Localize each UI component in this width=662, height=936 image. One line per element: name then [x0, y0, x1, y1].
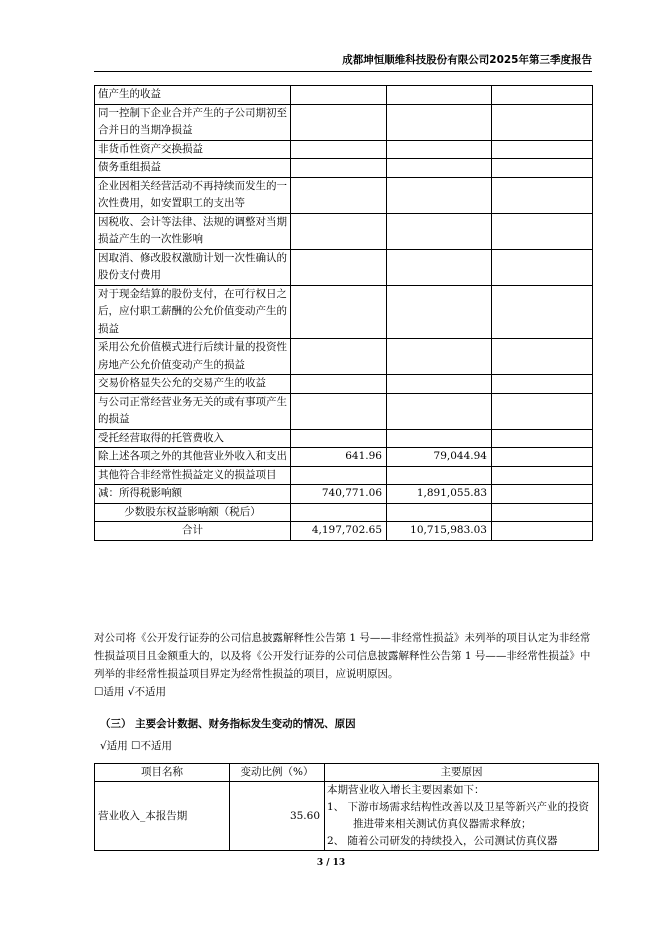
value-cell-3	[492, 140, 593, 159]
value-cell-3	[492, 429, 593, 448]
value-cell-3	[492, 104, 593, 140]
value-cell-1	[291, 86, 387, 105]
section-applicability-options: √适用 ☐不适用	[100, 740, 172, 752]
value-cell-3	[492, 159, 593, 178]
value-cell-3	[492, 339, 593, 375]
header-change-ratio: 变动比例（%）	[230, 764, 325, 782]
table-row	[95, 448, 593, 467]
table-row	[95, 503, 593, 522]
value-cell-1	[291, 285, 387, 339]
value-cell-1	[291, 393, 387, 429]
table-row	[95, 466, 593, 485]
row-label-cell: 少数股东权益影响额（税后）	[95, 503, 291, 522]
value-cell-1	[291, 375, 387, 394]
value-cell-2	[387, 503, 492, 522]
table-row	[95, 140, 593, 159]
value-cell-3	[492, 86, 593, 105]
value-cell-3	[492, 375, 593, 394]
page-number: 3 / 13	[316, 858, 346, 868]
table-row	[95, 213, 593, 249]
row-label-cell: 交易价格显失公允的交易产生的收益	[95, 375, 291, 394]
header-main-reason: 主要原因	[325, 764, 599, 782]
table-row	[95, 249, 593, 285]
row-label-cell: 债务重组损益	[95, 159, 291, 178]
row-label-cell: 除上述各项之外的其他营业外收入和支出	[95, 448, 291, 467]
value-cell-3	[492, 177, 593, 213]
value-cell-1	[291, 213, 387, 249]
value-cell-2	[387, 159, 492, 178]
value-cell-1	[291, 249, 387, 285]
value-cell-3	[492, 249, 593, 285]
table-row	[95, 375, 593, 394]
row-label-cell: 值产生的收益	[95, 86, 291, 105]
table-row	[95, 285, 593, 339]
reason-intro: 本期营业收入增长主要因素如下：	[327, 784, 485, 796]
value-cell-2	[387, 285, 492, 339]
value-cell-2	[387, 104, 492, 140]
value-cell-2	[387, 249, 492, 285]
value-cell-2	[387, 213, 492, 249]
table-row	[95, 522, 593, 541]
value-cell-1	[291, 159, 387, 178]
value-cell-1	[291, 503, 387, 522]
header-item-name: 项目名称	[95, 764, 230, 782]
table-row	[95, 104, 593, 140]
item-name-cell: 营业收入_本报告期	[95, 782, 230, 851]
table-row	[95, 86, 593, 105]
value-cell-1: 4,197,702.65	[291, 522, 387, 541]
table-header-row	[95, 764, 599, 782]
value-cell-2	[387, 86, 492, 105]
value-cell-1: 740,771.06	[291, 485, 387, 504]
row-label-cell: 企业因相关经营活动不再持续而发生的一次性费用，如安置职工的支出等	[95, 177, 291, 213]
value-cell-2	[387, 375, 492, 394]
value-cell-3	[492, 448, 593, 467]
explanation-paragraph	[94, 629, 598, 701]
row-label-cell: 其他符合非经常性损益定义的损益项目	[95, 466, 291, 485]
reason-cell	[325, 782, 599, 851]
reason-item-2: 2、 随着公司研发的持续投入，公司测试仿真仪器	[327, 835, 558, 847]
table-row	[95, 782, 599, 851]
row-label-cell: 因取消、修改股权激励计划一次性确认的股份支付费用	[95, 249, 291, 285]
non-recurring-items-table	[94, 85, 593, 541]
value-cell-2: 10,715,983.03	[387, 522, 492, 541]
value-cell-3	[492, 522, 593, 541]
value-cell-2: 1,891,055.83	[387, 485, 492, 504]
value-cell-1	[291, 429, 387, 448]
page-header: 成都坤恒顺维科技股份有限公司2025年第三季度报告	[94, 52, 592, 72]
row-label-cell: 对于现金结算的股份支付，在可行权日之后，应付职工薪酬的公允价值变动产生的损益	[95, 285, 291, 339]
value-cell-2	[387, 140, 492, 159]
table-row	[95, 159, 593, 178]
row-label-cell: 采用公允价值模式进行后续计量的投资性房地产公允价值变动产生的损益	[95, 339, 291, 375]
section-heading: （三） 主要会计数据、财务指标发生变动的情况、原因	[100, 718, 356, 730]
value-cell-3	[492, 285, 593, 339]
value-cell-2	[387, 393, 492, 429]
row-label-cell: 合计	[95, 522, 291, 541]
row-label-cell: 与公司正常经营业务无关的或有事项产生的损益	[95, 393, 291, 429]
table-row	[95, 429, 593, 448]
change-ratio-cell: 35.60	[230, 782, 325, 851]
table-row	[95, 177, 593, 213]
table-row	[95, 485, 593, 504]
value-cell-2	[387, 339, 492, 375]
value-cell-3	[492, 485, 593, 504]
applicability-options: ☐适用 √不适用	[94, 686, 166, 698]
value-cell-1	[291, 339, 387, 375]
value-cell-1	[291, 466, 387, 485]
value-cell-1	[291, 104, 387, 140]
value-cell-3	[492, 393, 593, 429]
value-cell-3	[492, 503, 593, 522]
row-label-cell: 因税收、会计等法律、法规的调整对当期损益产生的一次性影响	[95, 213, 291, 249]
row-label-cell: 同一控制下企业合并产生的子公司期初至合并日的当期净损益	[95, 104, 291, 140]
table-row	[95, 339, 593, 375]
value-cell-2	[387, 177, 492, 213]
row-label-cell: 减：所得税影响额	[95, 485, 291, 504]
value-cell-1	[291, 177, 387, 213]
value-cell-2: 79,044.94	[387, 448, 492, 467]
row-label-cell: 受托经营取得的托管费收入	[95, 429, 291, 448]
value-cell-3	[492, 213, 593, 249]
row-label-cell: 非货币性资产交换损益	[95, 140, 291, 159]
value-cell-3	[492, 466, 593, 485]
table-row	[95, 393, 593, 429]
reason-item-1: 1、 下游市场需求结构性改善以及卫星等新兴产业的投资推进带来相关测试仿真仪器需求释放；	[327, 801, 590, 830]
value-cell-1: 641.96	[291, 448, 387, 467]
value-cell-2	[387, 429, 492, 448]
value-cell-1	[291, 140, 387, 159]
explanation-text: 对公司将《公开发行证券的公司信息披露解释性公告第 1 号——非经常性损益》未列举的项目认定为非经常性损益项目且金额重大的，以及将《公开发行证券的公司信息披露解释性公告第 1 号——非经常性损益》中列举的非经常性损益项目界定为经常性损益的项目，应说明原因。	[94, 632, 591, 680]
change-reasons-table	[94, 763, 599, 851]
value-cell-2	[387, 466, 492, 485]
